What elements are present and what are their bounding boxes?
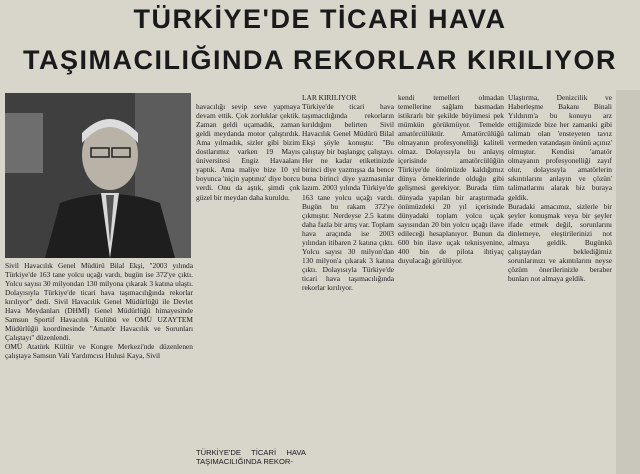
article-column-4: kendi temelleri olmadan temellerine sağlam basmadan istikrarlı bir şekilde büyümesi pek mümkün görükmüyor. Temelde amatörcülüktür. Amatörcülüğü olmayanın profesyonelliği kaliteli olmaz. Dolayısıyla bu anlayış içerisinde amatörcülüğün Türkiye'de önümüzde kaldığımız dünya örneklerinde olduğu gibi gelişmesi gerekiyor. Burada tüm dünyada yapılan bir araştırmada önümüzdeki 20 yıl içerisinde dünyadaki toplam yolcu uçak sayısından 20 bin yolcu uçağı ilave edileceği hesaplanıyor. Bunun da 600 bin ilave uçak teknisyenine, 400 bin de pilota ihtiyaç duyulacağı görülüyor. (398, 93, 504, 265)
headline-line-1: TÜRKİYE'DE TİCARİ HAVA (133, 4, 507, 34)
adjacent-page-edge (616, 90, 640, 474)
subheading: TÜRKİYE'DE TİCARİ HAVA TAŞIMACILIĞINDA REKOR- (196, 448, 306, 467)
article-column-3: LAR KIRILIYOR Türkiye'de ticari hava taşımacılığında rekorların kırıldığını belirten Sivil Havacılık Genel Müdürü Bilal Ekşi şöyle konuştu: "Bu çalıştay bir başlangıç çalıştayı. Her ne kadar etiketinizde birinci diye yazmışsa da bence buna birinci diye yazmasınlar lazım. 2003 yılında Türkiye'de 163 tane yolcu uçağı vardı. Bugün bu rakam 372'ye çıkmıştır. Nerdeyse 2.5 katını daha fazla bir artış var. Toplam hava araçında ise 2003 yılından itibaren 2 katına çıktı. Yolcu sayısı 30 milyon'dan 130 milyon'a çıkarak 3 katına çıktı. Dolayısıyla Türkiye'de ticari hava taşımacılığında rekorlar kırılıyor. (302, 93, 394, 292)
article-column-2 (196, 93, 300, 473)
article-column-2-top: havacılığı sevip seve yapmaya devam ettik. Çok zorluklar çektik. Zaman geldi uçamadık, zaman geldi meydanda motor çalıştırdık. Ama yılmadık, sizler gibi bizim dostlarımız varken 19 Mayıs üniversitesi Engiz Havaalanı yaptık. Ama maliye bize 10 yıl boyunca 'niçin yaptınız' diye borcu verdi. Onu da aştık, şimdi çok güzel bir meydan daha kuruldu. (196, 102, 300, 202)
portrait-photo (5, 93, 191, 258)
headline-line-2: TAŞIMACILIĞINDA REKORLAR KIRILIYOR (23, 45, 617, 75)
article-column-1: Sivil Havacılık Genel Müdürü Bilal Ekşi, "2003 yılında Türkiye'de 163 tane yolcu uçağı vardı, bugün ise 372'ye çıktı. Yolcu sayısı 30 milyondan 130 milyona çıkarak 3 katına ulaştı. Dolayısıyla Türkiye'de ticari hava taşımacılığında rekorlar kırılıyor" dedi. Sivil Havacılık Genel Müdürlüğü ile Devlet Hava Meydanları (DHMİ) Genel Müdürlüğü himayesinde Samsun Sportif Havacılık Kulübü ve OMÜ UZAYTEM Müdürlüğü koordinesinde "Amatör Havacılık ve Sorunları Çalıştayı" düzenlendi. OMÜ Atatürk Kültür ve Kongre Merkezi'nde düzenlenen çalıştaya Samsun Vali Yardımcısı Hulusi Kaya, Sivil (5, 261, 193, 361)
article-column-5: Ulaştırma, Denizcilik ve Haberleşme Bakanı Binali Yıldırım'a bu konuyu arz ettiğimizde bize her zamanki gibi talimatı olan 'ensteyeten tavız vermeden vatandaşın önünü açınız' olmuştur. Kendisi 'amatör olmayanın profesyonelliği zayıf olur, dolayısıyla amatörlerin sıkıntılarını anlayın ve çözün' talimatlarını alarak biz buraya geldik. Buradaki amacımız, sizlerle bir şeyler konuşmak veya bir şeyler ifade etmek değil, sorunlarını dinlemeye, eleştirilerinizi not almaya geldik. Bugünkü çalıştaydan beklediğimiz sorunlarınızı ve akıntılarını neyse çözüm önerilerinizle beraber bunları not almaya geldik. (508, 93, 612, 283)
portrait-figure-icon (5, 93, 191, 258)
